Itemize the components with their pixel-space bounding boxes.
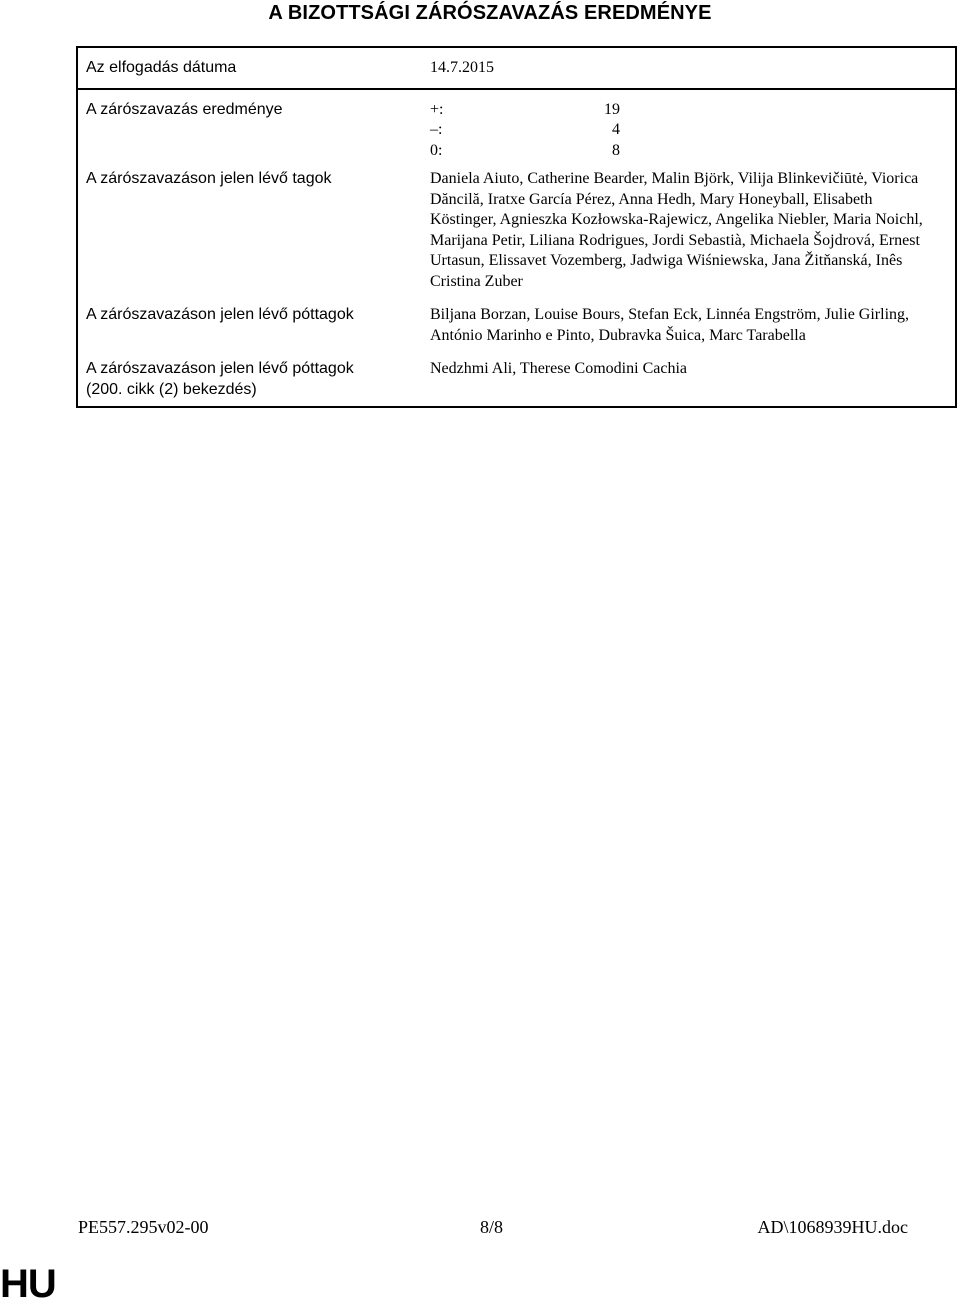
substitutes-label: A zárószavazáson jelen lévő póttagok [86,306,354,323]
final-vote-table [76,46,957,408]
page-title: A BIZOTTSÁGI ZÁRÓSZAVAZÁS EREDMÉNYE [268,2,712,24]
vote-sign-abstain: 0: [430,141,443,159]
substitutes-rule-200-value: Nedzhmi Ali, Therese Comodini Cachia [430,360,687,377]
members-label: A zárószavazáson jelen lévő tagok [86,170,332,187]
page-footer [78,1217,908,1241]
substitutes-value: Biljana Borzan, Louise Bours, Stefan Eck, Linnéa Engström, Julie Girling, António Marinho e Pinto, Dubravka Šuica, Marc Tarabella [430,306,910,344]
vote-sign-for: +: [430,100,444,118]
substitutes-rule-200-label [77,346,422,407]
footer-doc-ref: PE557.295v02-00 [78,1217,209,1237]
vote-count-for: 19 [604,100,620,118]
footer-file-name: AD\1068939HU.doc [757,1217,908,1237]
substitutes-rule-200-label-line1: A zárószavazáson jelen lévő póttagok [86,360,354,377]
adoption-date-label: Az elfogadás dátuma [77,47,422,89]
table-row-substitutes [77,292,956,346]
table-row-adoption-date [77,47,956,89]
vote-result-label: A zárószavazás eredménye [86,100,283,118]
vote-sign-against: –: [430,121,443,138]
footer-page-number: 8/8 [480,1217,504,1237]
members-value: Daniela Aiuto, Catherine Bearder, Malin Björk, Vilija Blinkevičiūtė, Viorica Dăncilă, Iratxe García Pérez, Anna Hedh, Mary Honeyball, Elisabeth Köstinger, Agnieszka Kozłowska-Rajewicz, Angelika Niebler, Maria Noichl, Marijana Petir, Liliana Rodrigues, Jordi Sebastià, Michaela Šojdrová, Ernest Urtasun, Elissavet Vozemberg, Jadwiga Wiśniewska, Jana Žitňanská, Inês Cristina Zuber [430,170,923,290]
vote-count-against: 4 [612,121,620,138]
vote-result-values [422,89,956,162]
vote-count-abstain: 8 [612,141,620,159]
table-row-members [77,161,956,292]
adoption-date-value: 14.7.2015 [422,47,956,89]
substitutes-rule-200-label-line2: (200. cikk (2) bekezdés) [86,380,257,398]
table-row-substitutes-rule-200 [77,346,956,407]
table-row-vote-result [77,89,956,162]
language-code: HU [0,1262,56,1306]
